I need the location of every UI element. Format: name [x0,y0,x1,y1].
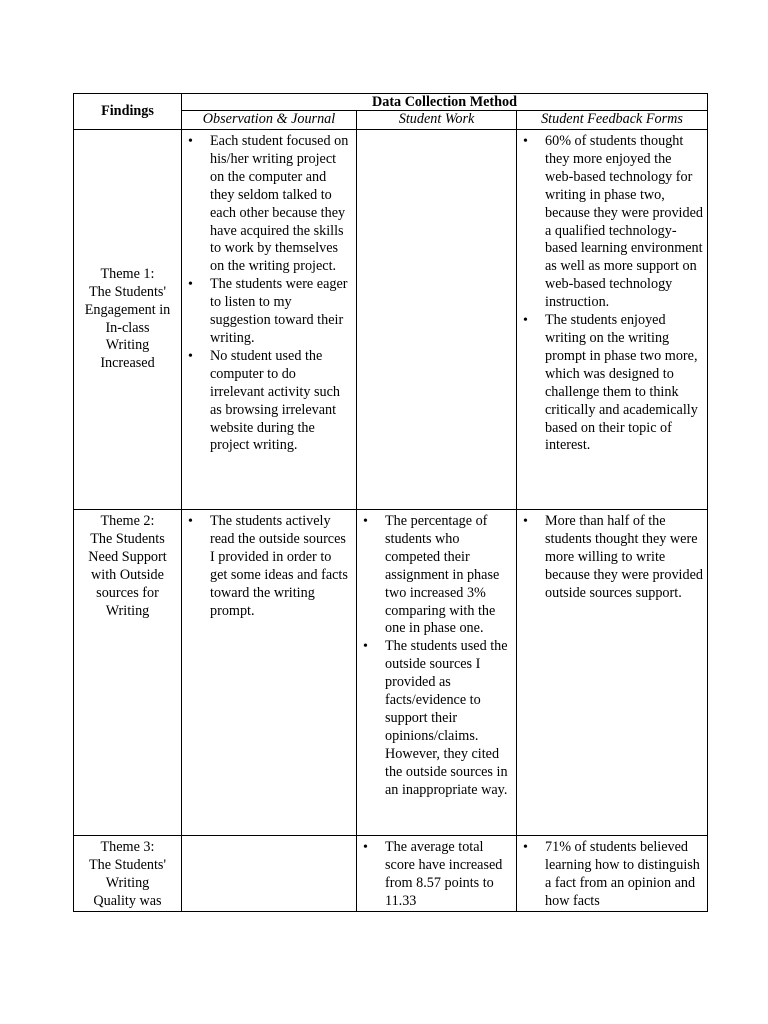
theme-line: Writing [105,874,150,891]
theme-line: The Students' [88,283,167,300]
bullet-item: • 60% of students thought they more enjoyed the web-based technology for writing in phase two, because they were provided a qualified technology-based learning environment as well as more support on web-based technology instruction. [517,133,707,312]
theme-line: Quality was [93,892,162,909]
method-header: Data Collection Method [182,94,708,111]
bullet-item: • The students used the outside sources I provided as facts/evidence to support their opinions/claims. However, they cited the outside sources in an inappropriate way. [357,638,516,799]
theme-line: Increased [100,355,155,372]
observation-cell [182,510,357,836]
theme-line: Theme 2: [100,513,155,529]
bullet-item: • More than half of the students thought they were more willing to write because they were provided outside sources support. [517,513,707,603]
theme-line: The Students' [88,856,167,873]
theme-line: Writing [105,602,150,619]
findings-header: Findings [74,94,182,130]
bullet-item: • The students actively read the outside sources I provided in order to get some ideas and facts toward the writing prompt. [182,513,356,620]
theme-line: Theme 1: [100,265,155,282]
bullet-item: • The students enjoyed writing on the writing prompt in phase two more, which was designed to challenge them to think critically and academically based on their topic of interest. [517,312,707,455]
feedback-cell [517,130,708,510]
bullet-item: • The students were eager to listen to my suggestion toward their writing. [182,276,356,348]
bullet-item: • No student used the computer to do irrelevant activity such as browsing irrelevant website during the project writing. [182,348,356,455]
theme-3-cell [74,836,182,912]
findings-table [73,93,708,912]
observation-cell [182,130,357,510]
theme-line: Need Support [88,548,167,565]
bullet-item: • The percentage of students who competed their assignment in phase two increased 3% comparing with the one in phase one. [357,513,516,638]
student-work-cell [357,836,517,912]
theme-line: Engagement in [84,301,171,318]
bullet-item: • 71% of students believed learning how to distinguish a fact from an opinion and how facts [517,839,707,911]
observation-cell [182,836,357,912]
feedback-cell [517,510,708,836]
theme-line: sources for [96,584,159,601]
table-row [74,510,708,836]
bullet-item: • Each student focused on his/her writing project on the computer and they seldom talked to each other because they have acquired the skills to work by themselves on the writing project. [182,133,356,276]
table-row [74,130,708,510]
feedback-cell [517,836,708,912]
theme-2-cell [74,510,182,836]
student-work-header: Student Work [357,111,517,130]
theme-line: Writing [105,337,150,354]
theme-line: In-class [105,319,150,336]
student-work-cell [357,130,517,510]
theme-line: Theme 3: [100,839,155,855]
theme-line: with Outside [91,566,164,583]
table-row [74,836,708,912]
observation-journal-header: Observation & Journal [182,111,357,130]
theme-1-cell [74,130,182,510]
header-row [74,94,708,111]
bullet-item: • The average total score have increased from 8.57 points to 11.33 [357,839,516,911]
student-work-cell [357,510,517,836]
theme-line: The Students [90,530,165,547]
feedback-forms-header: Student Feedback Forms [517,111,708,130]
